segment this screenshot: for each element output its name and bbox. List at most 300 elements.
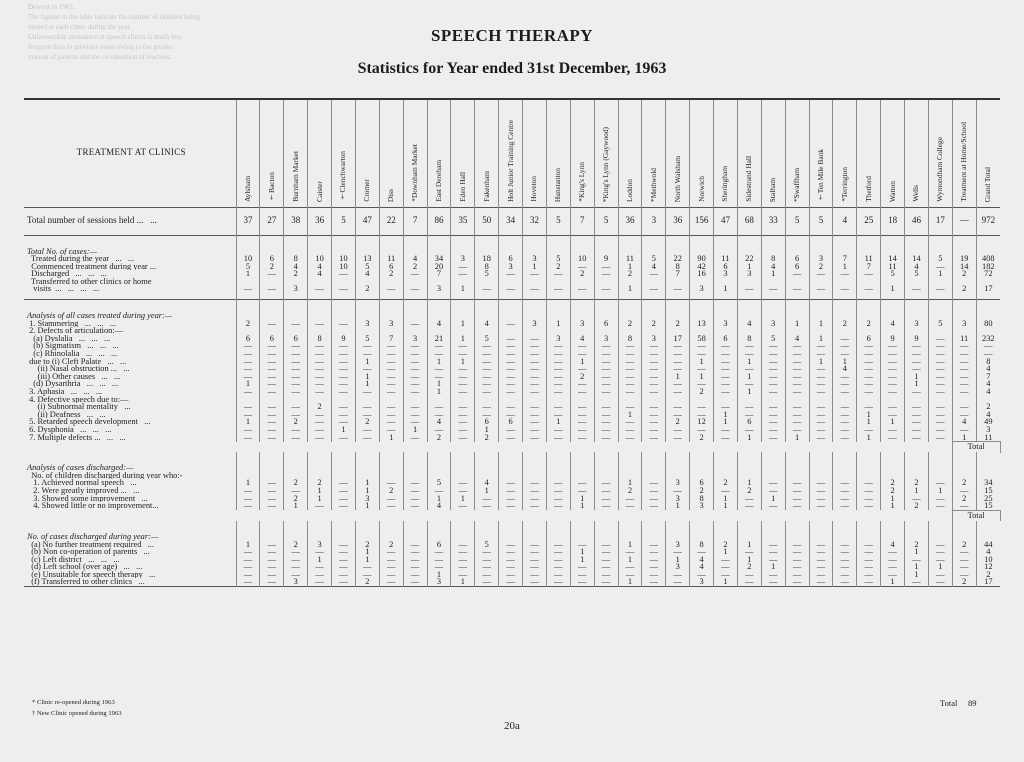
table-cell: — (761, 426, 785, 434)
table-cell: — (427, 487, 451, 495)
table-cell: — (881, 373, 905, 381)
table-cell: — (905, 342, 929, 350)
table-cell: 4 (570, 335, 594, 343)
row-label: Transferred to other clinics or home (27, 277, 152, 286)
table-cell: — (546, 285, 570, 299)
table-cell: — (475, 358, 499, 366)
row-label: (c) Left district ... ... ... (27, 555, 120, 564)
table-cell: 5 (642, 255, 666, 263)
table-cell: 1 (714, 578, 738, 586)
table-cell: 8 (284, 255, 308, 263)
column-header-label: Sidestrand Hall (744, 156, 754, 202)
table-cell: — (355, 342, 379, 350)
table-cell: 13 (355, 255, 379, 263)
table-cell: — (952, 207, 976, 235)
table-cell: 34 (427, 255, 451, 263)
table-cell (690, 396, 714, 404)
table-cell (618, 235, 642, 255)
table-cell (642, 396, 666, 404)
table-cell: 5 (546, 255, 570, 263)
row-label: (c) Rhinolalia ... ... ... (27, 350, 118, 358)
table-cell: — (594, 373, 618, 381)
table-cell: — (761, 487, 785, 495)
table-cell: 5 (355, 263, 379, 271)
table-cell: 1 (451, 335, 475, 343)
table-cell: — (427, 563, 451, 571)
table-cell: 13 (690, 320, 714, 328)
table-cell: 1 (403, 426, 427, 434)
table-cell: — (881, 350, 905, 358)
table-cell: — (785, 270, 809, 278)
column-header-label: Grand Total (983, 166, 993, 202)
table-cell: — (284, 426, 308, 434)
table-cell: — (785, 373, 809, 381)
table-cell: 1 (355, 502, 379, 510)
column-header (690, 99, 714, 207)
table-cell: — (546, 426, 570, 434)
table-cell: — (546, 479, 570, 487)
table-cell (523, 327, 547, 335)
table-cell (332, 396, 356, 404)
table-cell: 1 (570, 495, 594, 503)
table-cell (594, 396, 618, 404)
table-cell: — (737, 365, 761, 373)
table-cell: — (809, 403, 833, 411)
row-label: 4. Showed little or no improvement... (27, 502, 159, 511)
table-cell: — (236, 434, 260, 442)
table-cell: 6 (260, 255, 284, 263)
table-cell: — (952, 556, 976, 564)
table-cell: — (236, 502, 260, 510)
table-cell (905, 521, 929, 541)
table-cell: — (451, 571, 475, 579)
column-header-label: Loddon (624, 178, 634, 202)
table-cell: — (284, 320, 308, 328)
table-cell: — (451, 403, 475, 411)
column-header-label: Hunstanton (553, 167, 563, 202)
table-cell (236, 235, 260, 255)
table-cell: — (546, 380, 570, 388)
table-cell (427, 521, 451, 541)
table-cell: — (761, 418, 785, 426)
table-cell: — (714, 571, 738, 579)
table-cell (451, 278, 475, 286)
table-cell: — (594, 563, 618, 571)
table-cell: 5 (761, 335, 785, 343)
table-cell: — (523, 335, 547, 343)
table-cell: — (785, 285, 809, 299)
table-header-row (24, 99, 1000, 207)
table-cell: — (523, 548, 547, 556)
table-cell: — (666, 434, 690, 442)
table-cell: — (451, 411, 475, 419)
table-cell: 16 (690, 270, 714, 278)
table-cell: — (833, 403, 857, 411)
table-cell: 2 (570, 373, 594, 381)
table-cell: 3 (570, 320, 594, 328)
table-cell: 2 (881, 479, 905, 487)
table-cell: 1 (714, 502, 738, 510)
table-cell: 2 (690, 434, 714, 442)
table-cell: 5 (905, 270, 929, 278)
column-header-label: †Clenchwarton (338, 151, 348, 202)
table-cell: 11 (714, 255, 738, 263)
table-cell (785, 278, 809, 286)
table-cell: — (594, 434, 618, 442)
table-cell: — (905, 403, 929, 411)
table-cell: — (451, 563, 475, 571)
table-cell: 2 (427, 434, 451, 442)
table-cell: — (570, 380, 594, 388)
table-cell (451, 235, 475, 255)
table-cell: 1 (618, 285, 642, 299)
table-cell: 5 (785, 207, 809, 235)
table-cell: — (928, 541, 952, 549)
table-cell: — (881, 563, 905, 571)
table-cell: 27 (260, 207, 284, 235)
table-cell: — (690, 571, 714, 579)
table-row (24, 373, 1000, 381)
table-cell: — (260, 479, 284, 487)
table-cell (737, 278, 761, 286)
table-cell (546, 300, 570, 320)
table-row (24, 350, 1000, 358)
column-header (666, 99, 690, 207)
table-cell: — (881, 556, 905, 564)
table-cell: — (618, 502, 642, 510)
table-cell: — (714, 373, 738, 381)
table-cell: — (833, 578, 857, 586)
table-cell (881, 396, 905, 404)
table-cell: — (475, 373, 499, 381)
table-cell: 46 (905, 207, 929, 235)
table-cell: — (260, 578, 284, 586)
table-cell: — (355, 571, 379, 579)
table-cell: — (403, 502, 427, 510)
table-cell: — (236, 563, 260, 571)
table-cell: 2 (355, 418, 379, 426)
table-cell: 2 (833, 320, 857, 328)
table-cell: — (570, 434, 594, 442)
column-header (546, 99, 570, 207)
table-cell: — (833, 342, 857, 350)
table-cell: — (379, 426, 403, 434)
table-cell: — (570, 403, 594, 411)
table-cell: — (403, 578, 427, 586)
table-cell: — (905, 388, 929, 396)
table-cell (379, 452, 403, 472)
table-cell: — (642, 418, 666, 426)
table-cell: 6 (260, 335, 284, 343)
table-cell: — (642, 342, 666, 350)
table-cell (928, 452, 952, 472)
column-header-label: Sheringham (720, 166, 730, 202)
table-cell: — (809, 563, 833, 571)
table-cell: 6 (737, 418, 761, 426)
row-label: No. of cases discharged during year:— (27, 531, 159, 541)
row-label: Commenced treatment during year ... (27, 262, 157, 271)
table-cell: 2 (952, 479, 976, 487)
table-cell (785, 235, 809, 255)
table-cell: — (570, 479, 594, 487)
table-cell: 2 (952, 270, 976, 278)
table-cell: — (451, 263, 475, 271)
table-cell: 4 (355, 270, 379, 278)
table-cell: — (833, 411, 857, 419)
table-cell (403, 278, 427, 286)
table-cell: 2 (618, 270, 642, 278)
column-header (570, 99, 594, 207)
table-cell (546, 396, 570, 404)
table-cell (451, 452, 475, 472)
table-cell: 80 (976, 320, 1000, 328)
table-cell (952, 235, 976, 255)
table-cell: 1 (905, 563, 929, 571)
table-cell (379, 235, 403, 255)
table-cell: — (499, 502, 523, 510)
table-cell: — (594, 380, 618, 388)
table-cell: — (451, 418, 475, 426)
table-cell: 4 (976, 411, 1000, 419)
table-cell (737, 396, 761, 404)
table-cell: — (308, 571, 332, 579)
table-cell (905, 327, 929, 335)
table-cell: — (905, 285, 929, 299)
table-cell: — (236, 285, 260, 299)
table-cell: — (570, 426, 594, 434)
table-cell: — (499, 434, 523, 442)
table-cell: — (308, 380, 332, 388)
table-cell: 22 (666, 255, 690, 263)
table-cell: 6 (475, 418, 499, 426)
table-cell: — (666, 578, 690, 586)
table-cell: — (928, 403, 952, 411)
table-cell: — (332, 270, 356, 278)
column-header-label: Norwich (696, 176, 706, 202)
column-header (308, 99, 332, 207)
table-cell: — (379, 358, 403, 366)
table-cell: 1 (881, 418, 905, 426)
table-cell: — (499, 571, 523, 579)
table-cell (952, 452, 976, 472)
table-cell: — (308, 373, 332, 381)
column-header-label: Holt Junior Training Centre (505, 119, 515, 202)
table-cell: — (260, 270, 284, 278)
table-cell: — (642, 411, 666, 419)
total-label: Total (952, 442, 1000, 453)
table-cell: — (451, 342, 475, 350)
table-cell: — (332, 571, 356, 579)
table-cell: 2 (952, 578, 976, 586)
table-cell: — (570, 487, 594, 495)
table-cell (475, 396, 499, 404)
table-cell (833, 452, 857, 472)
table-cell: 5 (475, 541, 499, 549)
table-cell (475, 235, 499, 255)
table-cell: — (618, 548, 642, 556)
table-cell: — (785, 358, 809, 366)
table-cell: — (260, 426, 284, 434)
table-cell: 14 (881, 255, 905, 263)
table-cell: 2 (284, 270, 308, 278)
table-cell: 2 (284, 495, 308, 503)
table-cell: — (379, 563, 403, 571)
table-cell (594, 521, 618, 541)
table-cell: — (355, 563, 379, 571)
table-cell: — (785, 487, 809, 495)
table-cell: 1 (737, 556, 761, 564)
table-cell: 3 (284, 285, 308, 299)
table-cell: 1 (570, 556, 594, 564)
column-header (379, 99, 403, 207)
table-cell: — (379, 403, 403, 411)
table-cell (928, 327, 952, 335)
table-cell: — (523, 380, 547, 388)
table-cell (809, 452, 833, 472)
table-cell: 6 (785, 263, 809, 271)
table-cell: — (833, 285, 857, 299)
table-cell: 1 (761, 495, 785, 503)
column-header (905, 99, 929, 207)
table-cell (905, 396, 929, 404)
table-cell: — (523, 350, 547, 358)
table-cell: — (857, 270, 881, 278)
column-header-label: Watton (887, 180, 897, 202)
table-cell: — (833, 487, 857, 495)
table-cell: — (618, 373, 642, 381)
table-cell: 5 (355, 335, 379, 343)
table-cell: — (618, 388, 642, 396)
table-cell: — (236, 411, 260, 419)
table-cell: 6 (499, 418, 523, 426)
table-cell: — (952, 380, 976, 388)
table-row (24, 365, 1000, 373)
table-cell: — (761, 479, 785, 487)
column-header-label: *Terrington (839, 167, 849, 202)
table-cell (284, 472, 308, 480)
table-cell: — (928, 479, 952, 487)
table-cell (857, 327, 881, 335)
table-cell: 1 (761, 270, 785, 278)
table-cell: — (451, 350, 475, 358)
table-cell: 8 (690, 495, 714, 503)
table-cell: — (308, 358, 332, 366)
table-cell (570, 235, 594, 255)
table-cell: 4 (284, 263, 308, 271)
row-label: No. of children discharged during year who:- (27, 471, 183, 480)
table-cell (570, 521, 594, 541)
table-cell (284, 278, 308, 286)
table-cell: — (833, 556, 857, 564)
table-cell: 8 (761, 255, 785, 263)
table-cell: — (236, 365, 260, 373)
table-cell: 408 (976, 255, 1000, 263)
table-cell: 35 (451, 207, 475, 235)
table-cell (737, 472, 761, 480)
table-cell: — (332, 548, 356, 556)
table-cell: 15 (976, 487, 1000, 495)
table-cell (570, 472, 594, 480)
column-header-label: Wymondham College (935, 137, 945, 202)
table-cell: — (785, 380, 809, 388)
row-label: Analysis of all cases treated during year:— (27, 311, 173, 320)
table-cell: 3 (714, 320, 738, 328)
table-cell: 1 (355, 358, 379, 366)
table-cell (523, 235, 547, 255)
table-cell: — (666, 411, 690, 419)
table-row (24, 411, 1000, 419)
table-cell: — (594, 350, 618, 358)
table-cell: 4 (881, 541, 905, 549)
table-cell: 2 (952, 285, 976, 299)
table-cell: 1 (570, 358, 594, 366)
table-cell: 86 (427, 207, 451, 235)
table-cell: — (499, 556, 523, 564)
table-cell: 1 (379, 434, 403, 442)
table-cell: 1 (881, 495, 905, 503)
table-cell: — (236, 342, 260, 350)
table-cell: — (284, 548, 308, 556)
table-cell (499, 472, 523, 480)
table-cell (905, 472, 929, 480)
column-header (714, 99, 738, 207)
table-cell (451, 300, 475, 320)
table-cell: — (809, 495, 833, 503)
page-number: 20a (504, 720, 520, 732)
table-cell: — (379, 365, 403, 373)
table-cell: — (785, 502, 809, 510)
table-cell: — (833, 335, 857, 343)
table-cell: — (260, 380, 284, 388)
table-cell: — (857, 380, 881, 388)
table-cell: 1 (236, 418, 260, 426)
table-cell: — (666, 342, 690, 350)
footnote-reopened: * Clinic re-opened during 1963 (32, 699, 115, 706)
table-cell: 2 (379, 487, 403, 495)
table-cell: — (379, 285, 403, 299)
table-cell (737, 235, 761, 255)
table-cell: — (594, 365, 618, 373)
table-cell: — (546, 403, 570, 411)
column-header-label: Treatment at Home/School (959, 122, 969, 202)
table-cell: — (809, 365, 833, 373)
table-cell: 1 (308, 556, 332, 564)
table-cell: — (594, 388, 618, 396)
table-cell: — (308, 342, 332, 350)
table-cell: — (761, 556, 785, 564)
table-cell: 1 (236, 541, 260, 549)
column-header (284, 99, 308, 207)
table-cell: — (332, 563, 356, 571)
table-cell: — (928, 350, 952, 358)
column-header-label: Stalham (768, 177, 778, 202)
table-cell (714, 472, 738, 480)
table-cell (594, 472, 618, 480)
table-cell (928, 278, 952, 286)
table-cell: — (451, 556, 475, 564)
table-cell: — (809, 411, 833, 419)
table-cell: — (499, 563, 523, 571)
table-cell: — (594, 426, 618, 434)
table-cell: — (308, 426, 332, 434)
table-cell: 5 (475, 270, 499, 278)
table-cell: 1 (355, 548, 379, 556)
table-cell: — (857, 563, 881, 571)
table-cell: 25 (976, 495, 1000, 503)
table-cell: — (666, 426, 690, 434)
table-cell (355, 300, 379, 320)
table-cell (236, 521, 260, 541)
